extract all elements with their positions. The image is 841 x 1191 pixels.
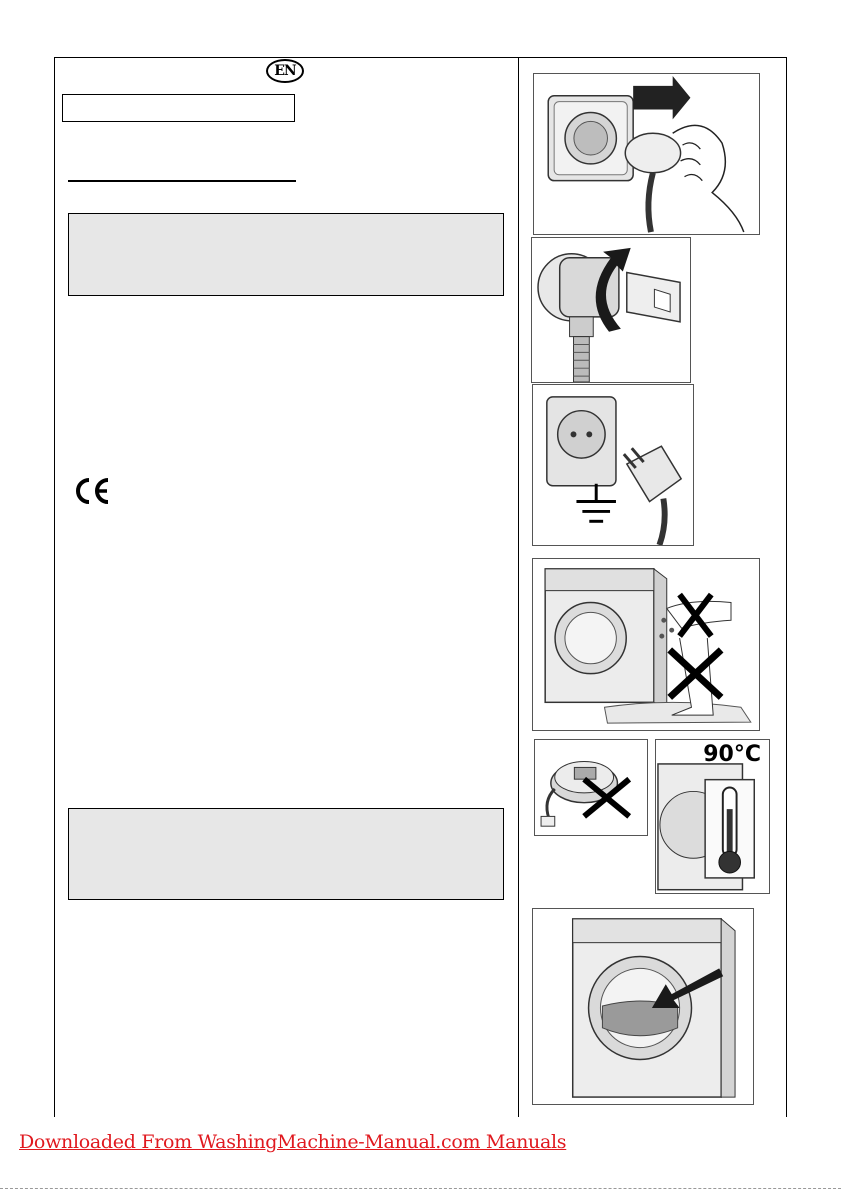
figure-no-wet-hands [532,558,760,731]
figure-door-glass [532,908,754,1105]
warning-panel-1 [68,213,504,296]
washer-door-arrow-icon [533,909,753,1104]
figure-hot-temperature [655,739,770,894]
language-badge [266,59,304,83]
water-tap-icon [532,238,690,382]
figure-earthed-socket [532,384,694,546]
subtitle-underline [68,180,296,182]
footer-download-link[interactable]: Downloaded From WashingMachine-Manual.com Manuals [19,1131,567,1153]
temperature-label: 90°C [703,742,761,767]
ce-mark-icon [72,476,112,506]
page-bottom-rule [0,1188,841,1189]
unplug-illustration-icon [534,74,759,234]
figure-unplug [533,73,760,235]
column-divider [518,57,519,1117]
extension-reel-crossed-icon [535,740,647,835]
figure-water-tap [531,237,691,383]
figure-no-extension-reel [534,739,648,836]
washer-wet-hands-warning-icon [533,559,759,730]
section-title-box [62,94,295,122]
earthed-socket-icon [533,385,693,545]
warning-panel-2 [68,808,504,900]
language-code: EN [274,63,296,79]
